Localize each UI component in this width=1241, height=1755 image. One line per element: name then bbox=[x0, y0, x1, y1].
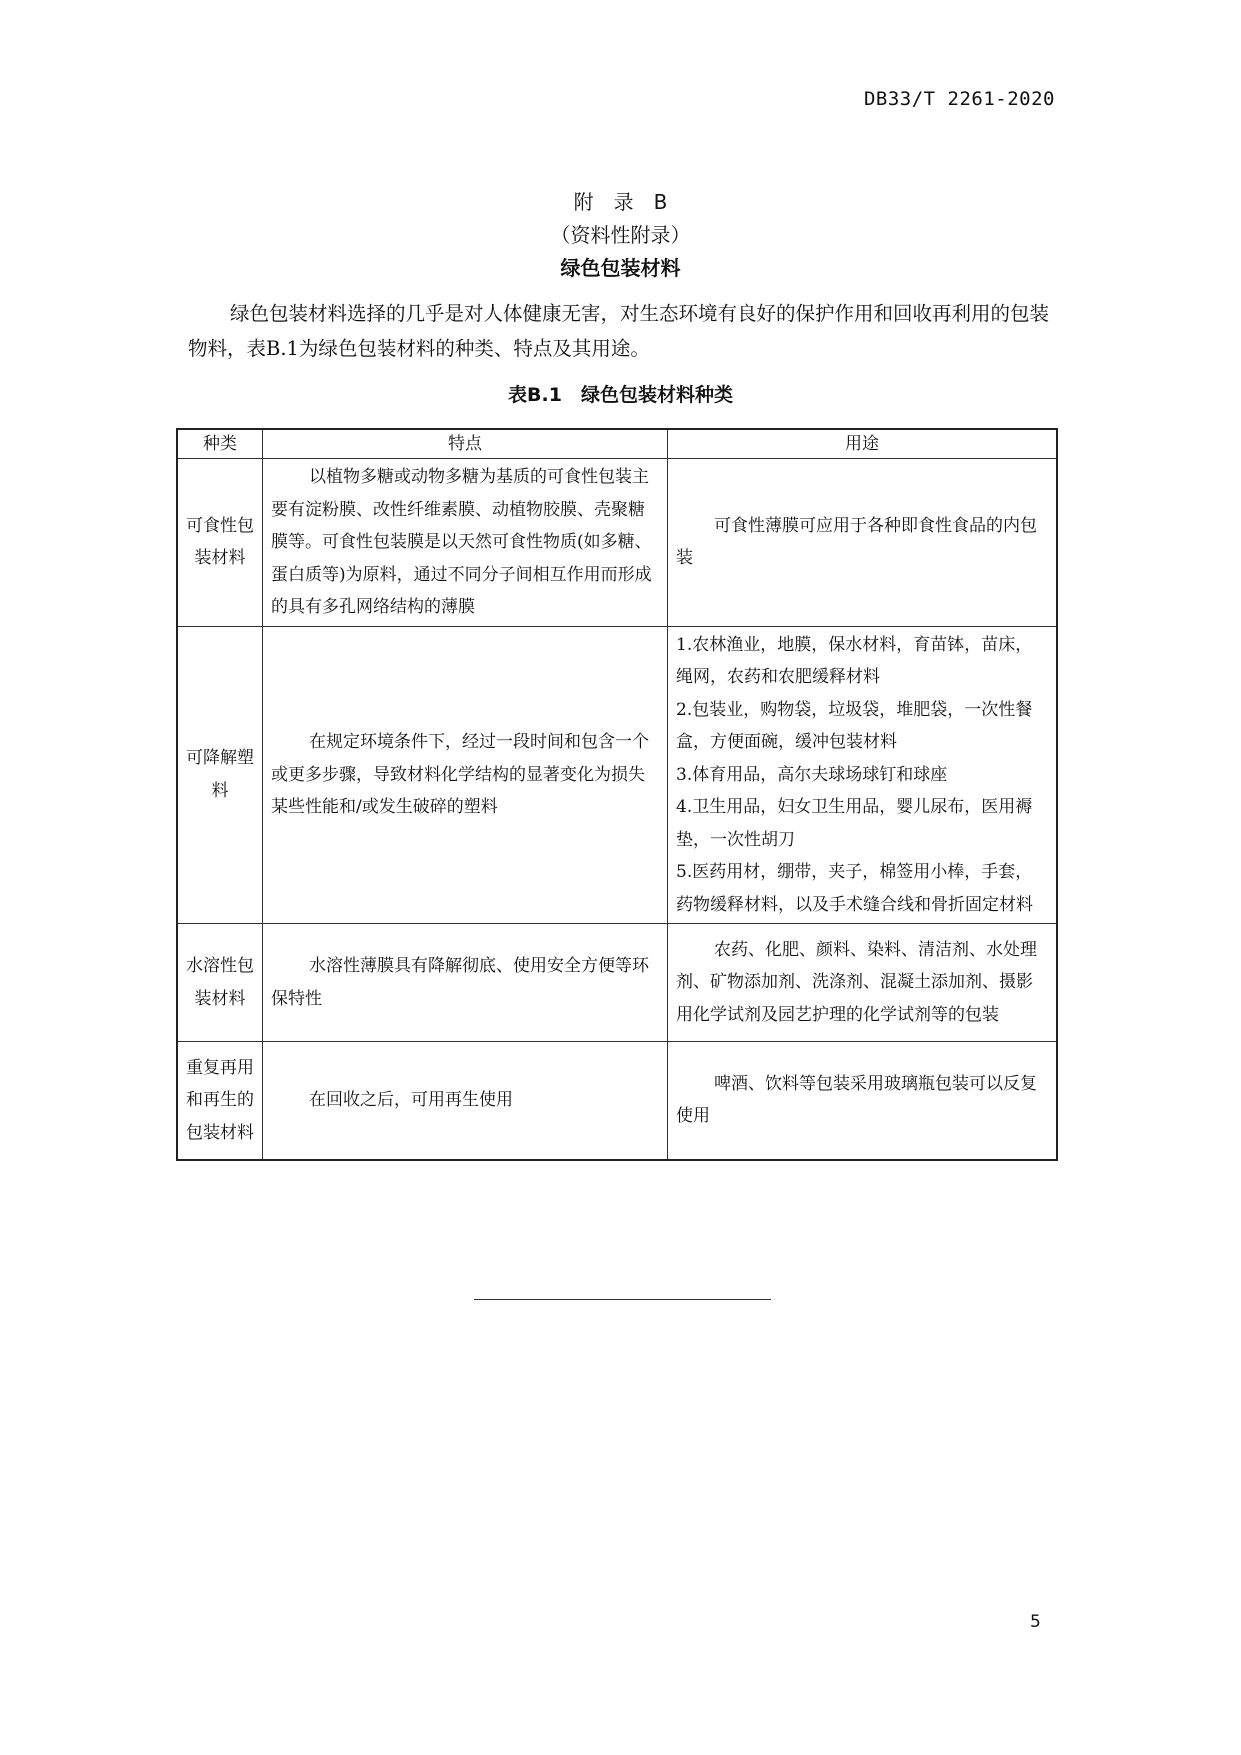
row-feature: 以植物多糖或动物多糖为基质的可食性包装主要有淀粉膜、改性纤维素膜、动植物胶膜、壳聚糖膜等。可食性包装膜是以天然可食性物质(如多糖、蛋白质等)为原料，通过不同分子间相互作用而形成的具有多孔网络结构的薄膜 bbox=[263, 459, 668, 627]
footer-rule bbox=[474, 1299, 771, 1300]
header-use: 用途 bbox=[668, 429, 1058, 459]
table-row bbox=[177, 626, 1057, 924]
row-feature: 在规定环境条件下，经过一段时间和包含一个或更多步骤，导致材料化学结构的显著变化为损失某些性能和/或发生破碎的塑料 bbox=[263, 626, 668, 924]
page-number: 5 bbox=[1030, 1612, 1041, 1632]
row-use: 可食性薄膜可应用于各种即食性食品的内包装 bbox=[668, 459, 1058, 627]
row-kind: 重复再用和再生的包装材料 bbox=[177, 1042, 263, 1160]
row-kind: 可降解塑料 bbox=[177, 626, 263, 924]
row-use: 啤酒、饮料等包装采用玻璃瓶包装可以反复使用 bbox=[668, 1042, 1058, 1160]
row-use: 农药、化肥、颜料、染料、清洁剂、水处理剂、矿物添加剂、洗涤剂、混凝土添加剂、摄影用化学试剂及园艺护理的化学试剂等的包装 bbox=[668, 924, 1058, 1042]
table-row bbox=[177, 459, 1057, 627]
appendix-type: （资料性附录） bbox=[550, 223, 691, 247]
appendix-title: 附 录 B bbox=[573, 190, 668, 214]
row-use-list bbox=[668, 626, 1058, 924]
use-list-item: 2.包装业，购物袋，垃圾袋，堆肥袋，一次性餐盒，方便面碗，缓冲包装材料 bbox=[676, 699, 1033, 752]
use-list-item: 5.医药用材，绷带，夹子，棉签用小棒，手套，药物缓释材料，以及手术缝合线和骨折固定材料 bbox=[676, 862, 1033, 915]
table-caption: 表B.1 绿色包装材料种类 bbox=[508, 384, 733, 406]
row-kind: 可食性包装材料 bbox=[177, 459, 263, 627]
table-row bbox=[177, 1042, 1057, 1160]
table-header-row bbox=[177, 429, 1057, 459]
use-list-item: 4.卫生用品，妇女卫生用品，婴儿尿布，医用褥垫，一次性胡刀 bbox=[676, 797, 1033, 850]
row-feature: 在回收之后，可用再生使用 bbox=[263, 1042, 668, 1160]
appendix-name: 绿色包装材料 bbox=[560, 256, 681, 280]
document-code: DB33/T 2261-2020 bbox=[863, 88, 1055, 110]
intro-paragraph: 绿色包装材料选择的几乎是对人体健康无害，对生态环境有良好的保护作用和回收再利用的包装物料，表B.1为绿色包装材料的种类、特点及其用途。 bbox=[188, 302, 1050, 360]
use-list-item: 1.农林渔业，地膜，保水材料，育苗钵，苗床，绳网，农药和农肥缓释材料 bbox=[676, 634, 1033, 687]
header-feature: 特点 bbox=[263, 429, 668, 459]
use-list-item: 3.体育用品，高尔夫球场球钉和球座 bbox=[676, 764, 948, 785]
row-kind: 水溶性包装材料 bbox=[177, 924, 263, 1042]
header-kind: 种类 bbox=[177, 429, 263, 459]
row-feature: 水溶性薄膜具有降解彻底、使用安全方便等环保特性 bbox=[263, 924, 668, 1042]
table-row bbox=[177, 924, 1057, 1042]
materials-table bbox=[176, 428, 1058, 1161]
